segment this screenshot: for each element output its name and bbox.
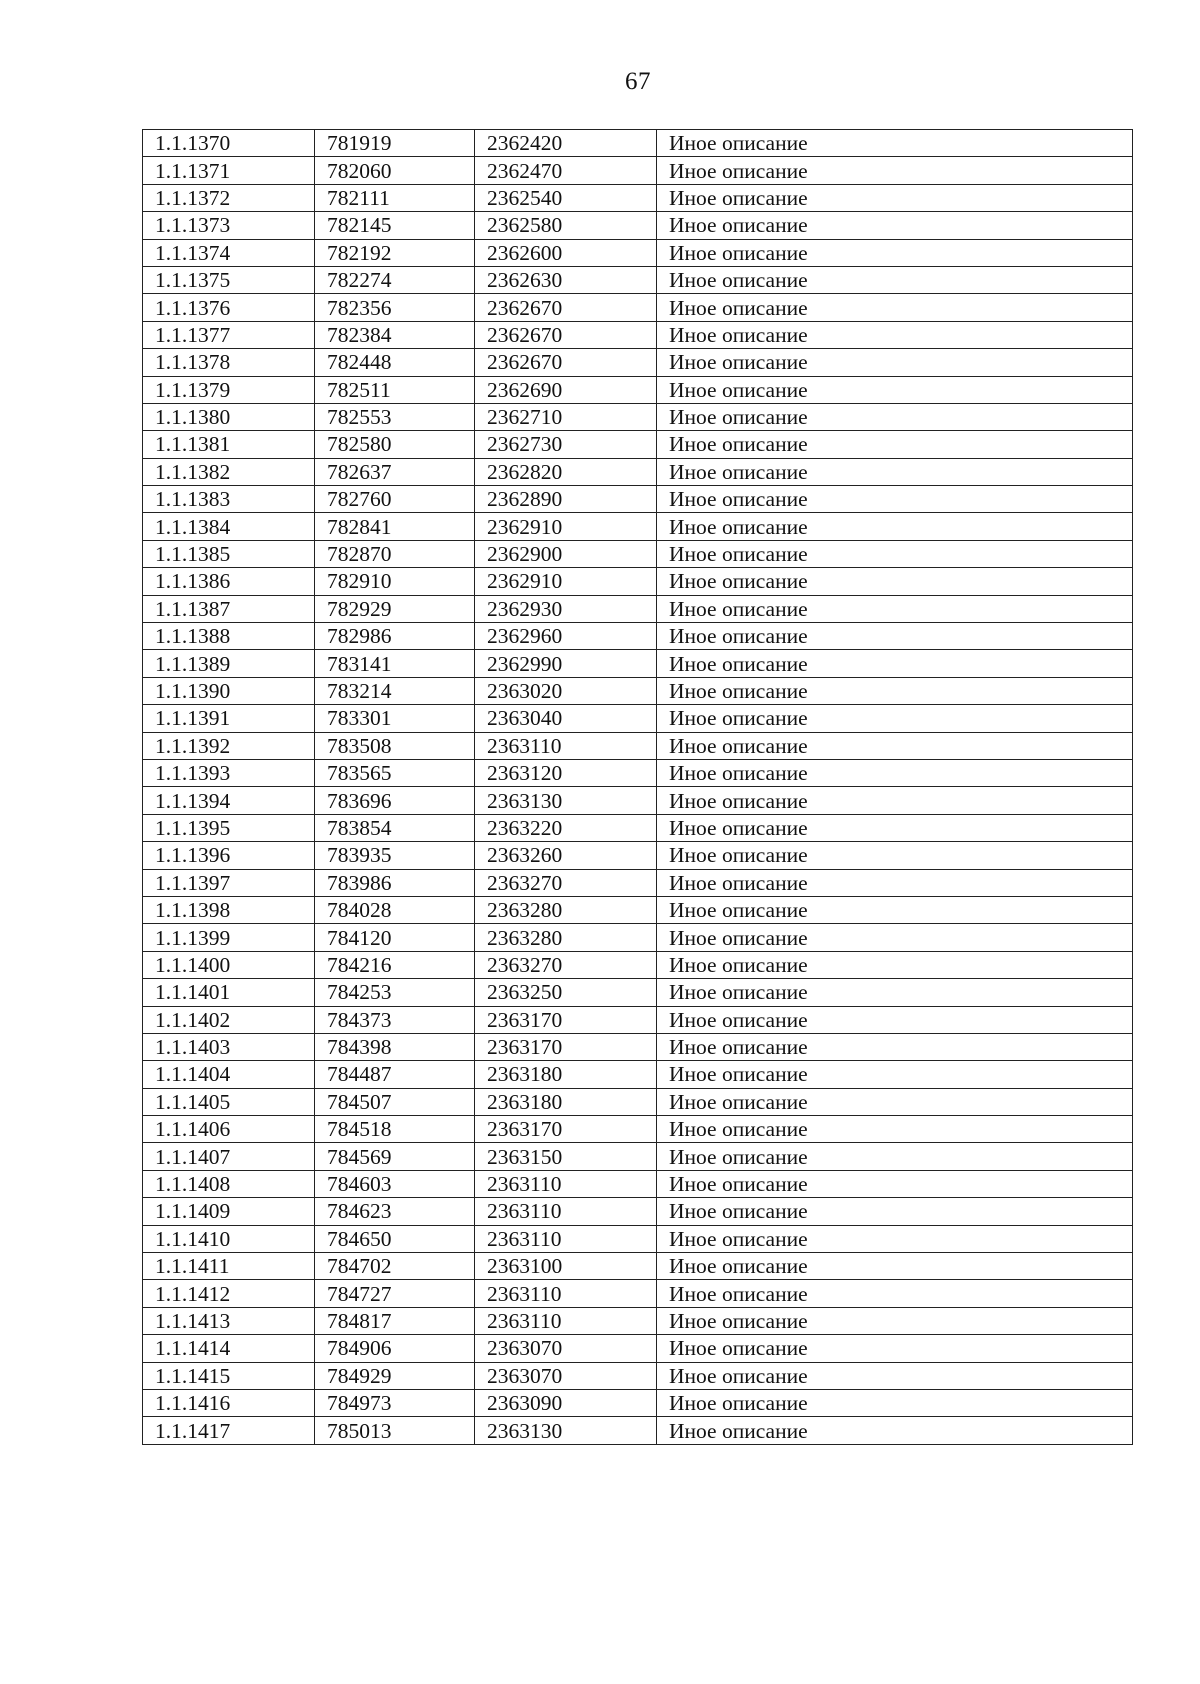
description-cell: Иное описание <box>657 732 1133 759</box>
table-row <box>143 677 1133 704</box>
x-coordinate-cell: 784623 <box>315 1198 475 1225</box>
table-row <box>143 376 1133 403</box>
description-cell: Иное описание <box>657 130 1133 157</box>
x-coordinate-cell: 784650 <box>315 1225 475 1252</box>
y-coordinate-cell: 2363040 <box>475 705 657 732</box>
y-coordinate-cell: 2363020 <box>475 677 657 704</box>
description-cell: Иное описание <box>657 1225 1133 1252</box>
point-number-cell: 1.1.1415 <box>143 1362 315 1389</box>
table-row <box>143 321 1133 348</box>
point-number-cell: 1.1.1370 <box>143 130 315 157</box>
x-coordinate-cell: 782511 <box>315 376 475 403</box>
y-coordinate-cell: 2363260 <box>475 842 657 869</box>
description-cell: Иное описание <box>657 266 1133 293</box>
y-coordinate-cell: 2363110 <box>475 1198 657 1225</box>
description-cell: Иное описание <box>657 1362 1133 1389</box>
y-coordinate-cell: 2363120 <box>475 759 657 786</box>
description-cell: Иное описание <box>657 1006 1133 1033</box>
description-cell: Иное описание <box>657 951 1133 978</box>
x-coordinate-cell: 784603 <box>315 1170 475 1197</box>
description-cell: Иное описание <box>657 1088 1133 1115</box>
page-number: 67 <box>625 68 651 95</box>
table-row <box>143 1198 1133 1225</box>
y-coordinate-cell: 2363180 <box>475 1061 657 1088</box>
x-coordinate-cell: 783696 <box>315 787 475 814</box>
table-row <box>143 705 1133 732</box>
x-coordinate-cell: 783214 <box>315 677 475 704</box>
description-cell: Иное описание <box>657 540 1133 567</box>
description-cell: Иное описание <box>657 239 1133 266</box>
description-cell: Иное описание <box>657 595 1133 622</box>
x-coordinate-cell: 782929 <box>315 595 475 622</box>
point-number-cell: 1.1.1404 <box>143 1061 315 1088</box>
description-cell: Иное описание <box>657 1116 1133 1143</box>
description-cell: Иное описание <box>657 1061 1133 1088</box>
table-row <box>143 540 1133 567</box>
y-coordinate-cell: 2362630 <box>475 266 657 293</box>
y-coordinate-cell: 2363110 <box>475 1170 657 1197</box>
x-coordinate-cell: 785013 <box>315 1417 475 1444</box>
y-coordinate-cell: 2362540 <box>475 184 657 211</box>
y-coordinate-cell: 2363100 <box>475 1253 657 1280</box>
table-row <box>143 1417 1133 1444</box>
description-cell: Иное описание <box>657 896 1133 923</box>
y-coordinate-cell: 2362890 <box>475 486 657 513</box>
description-cell: Иное описание <box>657 1253 1133 1280</box>
coordinates-table <box>142 129 1133 1445</box>
description-cell: Иное описание <box>657 212 1133 239</box>
point-number-cell: 1.1.1407 <box>143 1143 315 1170</box>
y-coordinate-cell: 2362670 <box>475 321 657 348</box>
point-number-cell: 1.1.1408 <box>143 1170 315 1197</box>
table-row <box>143 1116 1133 1143</box>
description-cell: Иное описание <box>657 568 1133 595</box>
x-coordinate-cell: 783565 <box>315 759 475 786</box>
table-row <box>143 266 1133 293</box>
description-cell: Иное описание <box>657 705 1133 732</box>
description-cell: Иное описание <box>657 1417 1133 1444</box>
description-cell: Иное описание <box>657 321 1133 348</box>
x-coordinate-cell: 782384 <box>315 321 475 348</box>
y-coordinate-cell: 2363110 <box>475 1225 657 1252</box>
x-coordinate-cell: 783301 <box>315 705 475 732</box>
y-coordinate-cell: 2363110 <box>475 732 657 759</box>
table-row <box>143 486 1133 513</box>
x-coordinate-cell: 784507 <box>315 1088 475 1115</box>
y-coordinate-cell: 2363150 <box>475 1143 657 1170</box>
description-cell: Иное описание <box>657 1307 1133 1334</box>
table-row <box>143 1033 1133 1060</box>
x-coordinate-cell: 784569 <box>315 1143 475 1170</box>
y-coordinate-cell: 2362580 <box>475 212 657 239</box>
point-number-cell: 1.1.1400 <box>143 951 315 978</box>
point-number-cell: 1.1.1391 <box>143 705 315 732</box>
x-coordinate-cell: 782870 <box>315 540 475 567</box>
description-cell: Иное описание <box>657 623 1133 650</box>
point-number-cell: 1.1.1394 <box>143 787 315 814</box>
y-coordinate-cell: 2363130 <box>475 787 657 814</box>
x-coordinate-cell: 784487 <box>315 1061 475 1088</box>
table-row <box>143 431 1133 458</box>
point-number-cell: 1.1.1413 <box>143 1307 315 1334</box>
x-coordinate-cell: 782192 <box>315 239 475 266</box>
description-cell: Иное описание <box>657 1033 1133 1060</box>
x-coordinate-cell: 782910 <box>315 568 475 595</box>
y-coordinate-cell: 2363270 <box>475 869 657 896</box>
y-coordinate-cell: 2362690 <box>475 376 657 403</box>
point-number-cell: 1.1.1402 <box>143 1006 315 1033</box>
table-row <box>143 623 1133 650</box>
point-number-cell: 1.1.1405 <box>143 1088 315 1115</box>
description-cell: Иное описание <box>657 1280 1133 1307</box>
point-number-cell: 1.1.1417 <box>143 1417 315 1444</box>
y-coordinate-cell: 2362600 <box>475 239 657 266</box>
point-number-cell: 1.1.1384 <box>143 513 315 540</box>
description-cell: Иное описание <box>657 1143 1133 1170</box>
point-number-cell: 1.1.1374 <box>143 239 315 266</box>
x-coordinate-cell: 783141 <box>315 650 475 677</box>
x-coordinate-cell: 782553 <box>315 403 475 430</box>
table-row <box>143 1307 1133 1334</box>
table-row <box>143 212 1133 239</box>
y-coordinate-cell: 2362990 <box>475 650 657 677</box>
point-number-cell: 1.1.1412 <box>143 1280 315 1307</box>
y-coordinate-cell: 2362910 <box>475 513 657 540</box>
y-coordinate-cell: 2363070 <box>475 1335 657 1362</box>
description-cell: Иное описание <box>657 1198 1133 1225</box>
x-coordinate-cell: 784253 <box>315 979 475 1006</box>
point-number-cell: 1.1.1386 <box>143 568 315 595</box>
point-number-cell: 1.1.1410 <box>143 1225 315 1252</box>
table-row <box>143 130 1133 157</box>
x-coordinate-cell: 784929 <box>315 1362 475 1389</box>
description-cell: Иное описание <box>657 924 1133 951</box>
description-cell: Иное описание <box>657 759 1133 786</box>
x-coordinate-cell: 782841 <box>315 513 475 540</box>
description-cell: Иное описание <box>657 869 1133 896</box>
point-number-cell: 1.1.1380 <box>143 403 315 430</box>
point-number-cell: 1.1.1383 <box>143 486 315 513</box>
table-row <box>143 732 1133 759</box>
y-coordinate-cell: 2362930 <box>475 595 657 622</box>
y-coordinate-cell: 2362730 <box>475 431 657 458</box>
table-row <box>143 458 1133 485</box>
point-number-cell: 1.1.1392 <box>143 732 315 759</box>
x-coordinate-cell: 783854 <box>315 814 475 841</box>
description-cell: Иное описание <box>657 814 1133 841</box>
y-coordinate-cell: 2363070 <box>475 1362 657 1389</box>
x-coordinate-cell: 783986 <box>315 869 475 896</box>
point-number-cell: 1.1.1390 <box>143 677 315 704</box>
y-coordinate-cell: 2362900 <box>475 540 657 567</box>
point-number-cell: 1.1.1414 <box>143 1335 315 1362</box>
point-number-cell: 1.1.1397 <box>143 869 315 896</box>
point-number-cell: 1.1.1371 <box>143 157 315 184</box>
x-coordinate-cell: 782111 <box>315 184 475 211</box>
table-row <box>143 349 1133 376</box>
description-cell: Иное описание <box>657 650 1133 677</box>
point-number-cell: 1.1.1382 <box>143 458 315 485</box>
table-row <box>143 1170 1133 1197</box>
table-row <box>143 1253 1133 1280</box>
point-number-cell: 1.1.1395 <box>143 814 315 841</box>
x-coordinate-cell: 783935 <box>315 842 475 869</box>
table-row <box>143 513 1133 540</box>
x-coordinate-cell: 784727 <box>315 1280 475 1307</box>
description-cell: Иное описание <box>657 1335 1133 1362</box>
table-row <box>143 1061 1133 1088</box>
description-cell: Иное описание <box>657 458 1133 485</box>
y-coordinate-cell: 2363270 <box>475 951 657 978</box>
point-number-cell: 1.1.1377 <box>143 321 315 348</box>
point-number-cell: 1.1.1378 <box>143 349 315 376</box>
y-coordinate-cell: 2362960 <box>475 623 657 650</box>
description-cell: Иное описание <box>657 677 1133 704</box>
point-number-cell: 1.1.1376 <box>143 294 315 321</box>
table-row <box>143 1362 1133 1389</box>
table-row <box>143 568 1133 595</box>
table-row <box>143 896 1133 923</box>
table-row <box>143 239 1133 266</box>
point-number-cell: 1.1.1409 <box>143 1198 315 1225</box>
y-coordinate-cell: 2362670 <box>475 349 657 376</box>
y-coordinate-cell: 2362470 <box>475 157 657 184</box>
x-coordinate-cell: 782274 <box>315 266 475 293</box>
description-cell: Иное описание <box>657 1170 1133 1197</box>
point-number-cell: 1.1.1406 <box>143 1116 315 1143</box>
table-row <box>143 951 1133 978</box>
description-cell: Иное описание <box>657 403 1133 430</box>
description-cell: Иное описание <box>657 157 1133 184</box>
description-cell: Иное описание <box>657 486 1133 513</box>
x-coordinate-cell: 782637 <box>315 458 475 485</box>
point-number-cell: 1.1.1399 <box>143 924 315 951</box>
point-number-cell: 1.1.1387 <box>143 595 315 622</box>
x-coordinate-cell: 782145 <box>315 212 475 239</box>
x-coordinate-cell: 782060 <box>315 157 475 184</box>
y-coordinate-cell: 2363250 <box>475 979 657 1006</box>
description-cell: Иное описание <box>657 842 1133 869</box>
description-cell: Иное описание <box>657 184 1133 211</box>
y-coordinate-cell: 2362670 <box>475 294 657 321</box>
x-coordinate-cell: 782760 <box>315 486 475 513</box>
point-number-cell: 1.1.1375 <box>143 266 315 293</box>
x-coordinate-cell: 782356 <box>315 294 475 321</box>
y-coordinate-cell: 2362820 <box>475 458 657 485</box>
x-coordinate-cell: 784398 <box>315 1033 475 1060</box>
point-number-cell: 1.1.1385 <box>143 540 315 567</box>
y-coordinate-cell: 2363280 <box>475 896 657 923</box>
x-coordinate-cell: 784702 <box>315 1253 475 1280</box>
table-row <box>143 1143 1133 1170</box>
table-row <box>143 1006 1133 1033</box>
y-coordinate-cell: 2363170 <box>475 1033 657 1060</box>
table-row <box>143 869 1133 896</box>
x-coordinate-cell: 784216 <box>315 951 475 978</box>
point-number-cell: 1.1.1398 <box>143 896 315 923</box>
description-cell: Иное описание <box>657 294 1133 321</box>
point-number-cell: 1.1.1389 <box>143 650 315 677</box>
table-row <box>143 787 1133 814</box>
y-coordinate-cell: 2363110 <box>475 1307 657 1334</box>
x-coordinate-cell: 782986 <box>315 623 475 650</box>
y-coordinate-cell: 2362710 <box>475 403 657 430</box>
x-coordinate-cell: 782580 <box>315 431 475 458</box>
y-coordinate-cell: 2362910 <box>475 568 657 595</box>
point-number-cell: 1.1.1396 <box>143 842 315 869</box>
point-number-cell: 1.1.1372 <box>143 184 315 211</box>
y-coordinate-cell: 2363220 <box>475 814 657 841</box>
x-coordinate-cell: 783508 <box>315 732 475 759</box>
description-cell: Иное описание <box>657 1389 1133 1416</box>
y-coordinate-cell: 2363110 <box>475 1280 657 1307</box>
description-cell: Иное описание <box>657 979 1133 1006</box>
table-row <box>143 842 1133 869</box>
y-coordinate-cell: 2363180 <box>475 1088 657 1115</box>
point-number-cell: 1.1.1381 <box>143 431 315 458</box>
point-number-cell: 1.1.1393 <box>143 759 315 786</box>
point-number-cell: 1.1.1411 <box>143 1253 315 1280</box>
table-row <box>143 294 1133 321</box>
x-coordinate-cell: 784817 <box>315 1307 475 1334</box>
point-number-cell: 1.1.1416 <box>143 1389 315 1416</box>
table-row <box>143 1280 1133 1307</box>
table-row <box>143 979 1133 1006</box>
x-coordinate-cell: 784973 <box>315 1389 475 1416</box>
x-coordinate-cell: 784373 <box>315 1006 475 1033</box>
description-cell: Иное описание <box>657 787 1133 814</box>
y-coordinate-cell: 2363090 <box>475 1389 657 1416</box>
point-number-cell: 1.1.1401 <box>143 979 315 1006</box>
description-cell: Иное описание <box>657 376 1133 403</box>
table-row <box>143 1088 1133 1115</box>
point-number-cell: 1.1.1388 <box>143 623 315 650</box>
description-cell: Иное описание <box>657 431 1133 458</box>
point-number-cell: 1.1.1403 <box>143 1033 315 1060</box>
table-row <box>143 1335 1133 1362</box>
y-coordinate-cell: 2363280 <box>475 924 657 951</box>
description-cell: Иное описание <box>657 513 1133 540</box>
table-body <box>143 130 1133 1445</box>
x-coordinate-cell: 784518 <box>315 1116 475 1143</box>
table-row <box>143 924 1133 951</box>
table-row <box>143 1225 1133 1252</box>
table-row <box>143 814 1133 841</box>
x-coordinate-cell: 782448 <box>315 349 475 376</box>
table-row <box>143 650 1133 677</box>
table-row <box>143 184 1133 211</box>
description-cell: Иное описание <box>657 349 1133 376</box>
x-coordinate-cell: 781919 <box>315 130 475 157</box>
table-row <box>143 759 1133 786</box>
x-coordinate-cell: 784028 <box>315 896 475 923</box>
table-row <box>143 157 1133 184</box>
point-number-cell: 1.1.1379 <box>143 376 315 403</box>
table-row <box>143 595 1133 622</box>
y-coordinate-cell: 2363130 <box>475 1417 657 1444</box>
y-coordinate-cell: 2363170 <box>475 1116 657 1143</box>
x-coordinate-cell: 784906 <box>315 1335 475 1362</box>
y-coordinate-cell: 2363170 <box>475 1006 657 1033</box>
point-number-cell: 1.1.1373 <box>143 212 315 239</box>
y-coordinate-cell: 2362420 <box>475 130 657 157</box>
x-coordinate-cell: 784120 <box>315 924 475 951</box>
table-row <box>143 403 1133 430</box>
table-row <box>143 1389 1133 1416</box>
